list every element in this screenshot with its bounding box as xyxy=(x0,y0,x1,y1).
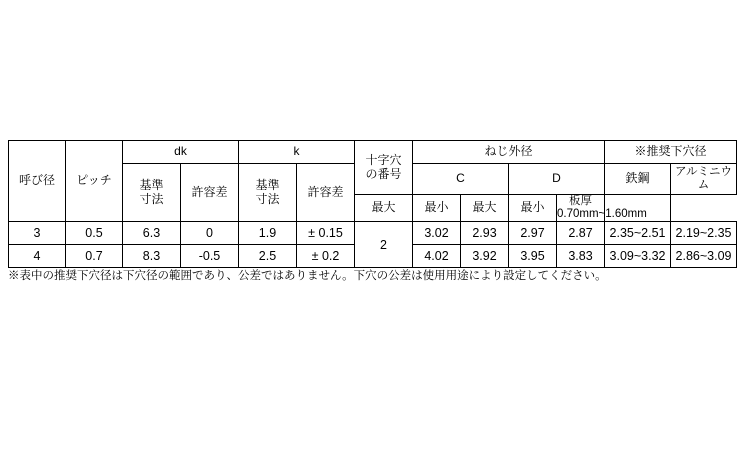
cell-pitch: 0.7 xyxy=(66,245,123,268)
header-nominal-diameter: 呼び径 xyxy=(9,141,66,222)
cell-k-tolerance: ± 0.15 xyxy=(297,222,355,245)
header-k-standard-line2: 寸法 xyxy=(255,191,280,206)
header-k: k xyxy=(239,141,355,164)
cell-dk-tolerance: -0.5 xyxy=(181,245,239,268)
header-dk-tolerance: 許容差 xyxy=(181,164,239,222)
cell-nominal-diameter: 3 xyxy=(9,222,66,245)
cell-cross-recess-no: 2 xyxy=(355,222,413,268)
cell-c-max: 3.02 xyxy=(413,222,461,245)
cell-dk-tolerance: 0 xyxy=(181,222,239,245)
cell-dk-standard: 8.3 xyxy=(123,245,181,268)
cell-k-standard: 2.5 xyxy=(239,245,297,268)
header-dk: dk xyxy=(123,141,239,164)
header-plate-thickness: 板厚 0.70mm~1.60mm xyxy=(557,195,647,221)
cell-nominal-diameter: 4 xyxy=(9,245,66,268)
header-c: C xyxy=(413,164,509,195)
cell-dk-standard: 6.3 xyxy=(123,222,181,245)
table-header-row-1 xyxy=(9,141,737,164)
cell-k-tolerance: ± 0.2 xyxy=(297,245,355,268)
header-recommended-pilot-hole: ※推奨下穴径 xyxy=(605,141,737,164)
header-d-min: 最小 xyxy=(509,195,557,222)
cell-c-max: 4.02 xyxy=(413,245,461,268)
cell-k-standard: 1.9 xyxy=(239,222,297,245)
cell-d-min: 3.83 xyxy=(557,245,605,268)
header-c-min: 最小 xyxy=(413,195,461,222)
header-dk-standard-line2: 寸法 xyxy=(139,191,164,206)
header-k-standard xyxy=(239,164,297,222)
cell-pitch: 0.5 xyxy=(66,222,123,245)
header-d-max: 最大 xyxy=(461,195,509,222)
cell-steel: 2.35~2.51 xyxy=(605,222,671,245)
header-cross-recess-line1: 十字穴 xyxy=(365,152,402,167)
header-d: D xyxy=(509,164,605,195)
specification-table xyxy=(8,140,737,268)
cell-d-max: 3.95 xyxy=(509,245,557,268)
table-footnote: ※表中の推奨下穴径は下穴径の範囲であり、公差ではありません。下穴の公差は使用用途により設定してください。 xyxy=(8,270,607,283)
cell-c-min: 3.92 xyxy=(461,245,509,268)
header-thread-outer-diameter: ねじ外径 xyxy=(413,141,605,164)
header-k-standard-line1: 基準 xyxy=(255,177,280,192)
header-cross-recess-line2: の番号 xyxy=(365,166,402,181)
cell-d-min: 2.87 xyxy=(557,222,605,245)
cell-c-min: 2.93 xyxy=(461,222,509,245)
table-row xyxy=(9,222,737,245)
header-c-max: 最大 xyxy=(355,195,413,222)
header-aluminium: アルミニウム xyxy=(671,164,737,195)
cell-steel: 3.09~3.32 xyxy=(605,245,671,268)
header-steel: 鉄鋼 xyxy=(605,164,671,195)
header-pitch: ピッチ xyxy=(66,141,123,222)
header-dk-standard xyxy=(123,164,181,222)
cell-d-max: 2.97 xyxy=(509,222,557,245)
spec-sheet xyxy=(8,140,742,284)
header-cross-recess-no xyxy=(355,141,413,195)
cell-aluminium: 2.86~3.09 xyxy=(671,245,737,268)
header-k-tolerance: 許容差 xyxy=(297,164,355,222)
header-dk-standard-line1: 基準 xyxy=(139,177,164,192)
cell-aluminium: 2.19~2.35 xyxy=(671,222,737,245)
